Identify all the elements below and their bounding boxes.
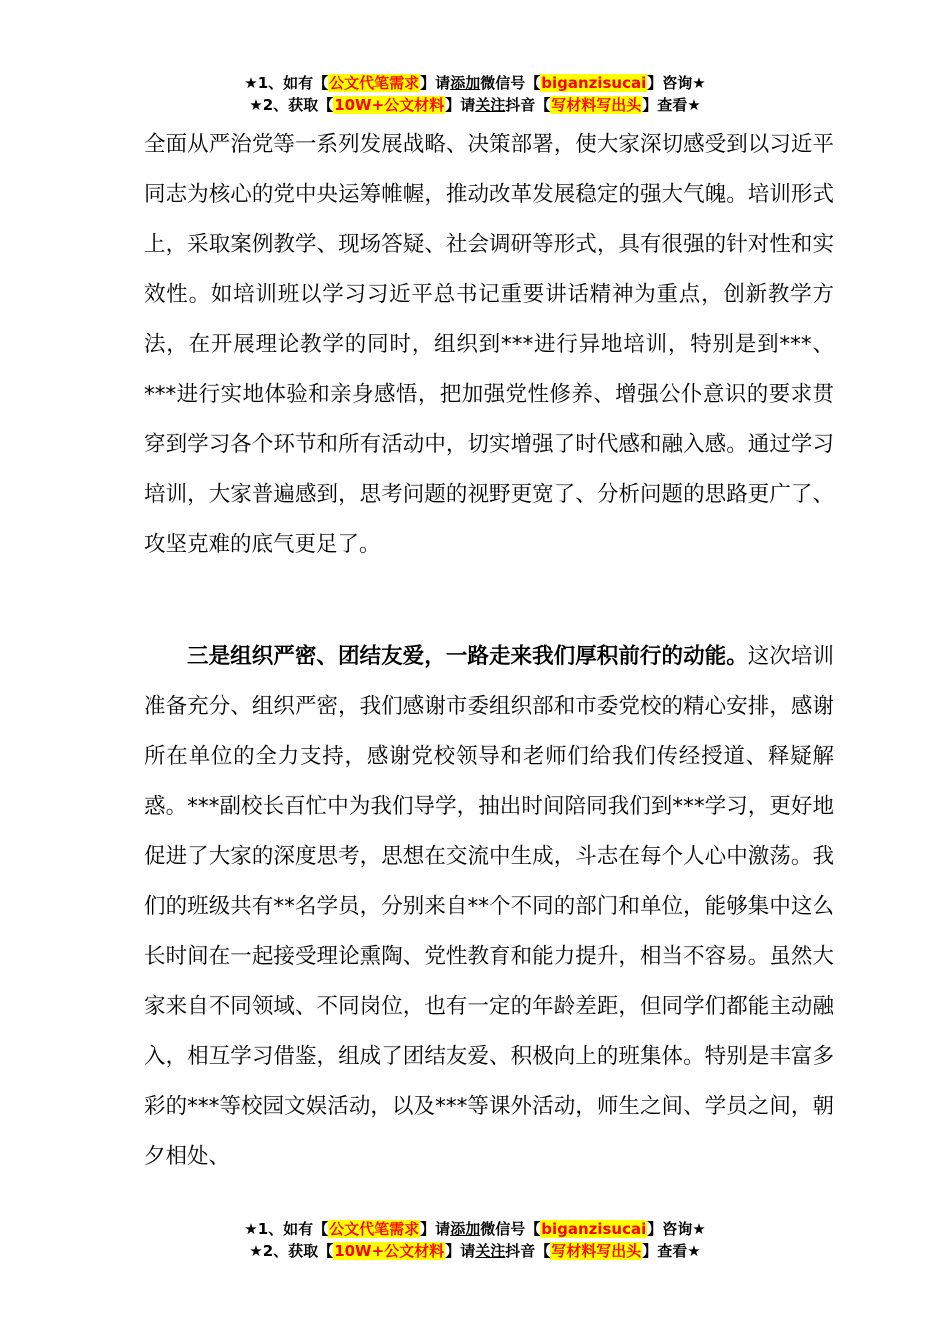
promo-douyin-id: 写材料写出头: [551, 1242, 642, 1260]
promo-text: 】请: [420, 74, 451, 92]
promo-text: 】请: [420, 1220, 451, 1238]
promo-text: 】查看★: [642, 1242, 701, 1260]
promo-text: ★2、获取【: [249, 1242, 334, 1260]
promo-text: 】咨询★: [647, 1220, 706, 1238]
promo-line-1: [0, 72, 950, 94]
body-paragraph-1: 全面从严治党等一系列发展战略、决策部署，使大家深切感受到以习近平同志为核心的党中央运筹帷幄，推动改革发展稳定的强大气魄。培训形式上，采取案例教学、现场答疑、社会调研等形式，具有很强的针对性和实效性。如培训班以学习习近平总书记重要讲话精神为重点，创新教学方法，在开展理论教学的同时，组织到***进行异地培训，特别是到***、***进行实地体验和亲身感悟，把加强党性修养、增强公仆意识的要求贯穿到学习各个环节和所有活动中，切实增强了时代感和融入感。通过学习培训，大家普遍感到，思考问题的视野更宽了、分析问题的思路更广了、攻坚克难的底气更足了。: [144, 132, 834, 557]
promo-wechat-id: biganzisucai: [541, 74, 647, 92]
promo-highlight: 公文代笔需求: [329, 74, 420, 92]
promo-highlight: 公文代笔需求: [329, 1220, 420, 1238]
promo-text: ★1、如有【: [244, 74, 329, 92]
promo-underlined: 关注: [475, 1242, 506, 1260]
promo-highlight: 10W+公文材料: [334, 1242, 445, 1260]
promo-text: ★1、如有【: [244, 1220, 329, 1238]
promo-text: ★2、获取【: [249, 96, 334, 114]
paragraph-lead-heading: 三是组织严密、团结友爱，一路走来我们厚积前行的动能。: [187, 644, 748, 669]
promo-line-2: [0, 94, 950, 116]
promo-text: 】请: [445, 96, 476, 114]
header-promo-banner: [0, 72, 950, 116]
footer-promo-banner: [0, 1218, 950, 1262]
promo-highlight: 10W+公文材料: [334, 96, 445, 114]
promo-text: 】请: [445, 1242, 476, 1260]
promo-underlined: 添加: [450, 74, 481, 92]
promo-text: 抖音【: [505, 1242, 551, 1260]
promo-wechat-id: biganzisucai: [541, 1220, 647, 1238]
promo-line-1: [0, 1218, 950, 1240]
body-paragraph-2: [144, 632, 834, 1182]
promo-line-2: [0, 1240, 950, 1262]
promo-douyin-id: 写材料写出头: [551, 96, 642, 114]
promo-underlined: 关注: [475, 96, 506, 114]
promo-text: 】查看★: [642, 96, 701, 114]
promo-underlined: 添加: [450, 1220, 481, 1238]
promo-text: 微信号【: [480, 1220, 541, 1238]
promo-text: 微信号【: [480, 74, 541, 92]
promo-text: 】咨询★: [647, 74, 706, 92]
paragraph-body: 这次培训准备充分、组织严密，我们感谢市委组织部和市委党校的精心安排，感谢所在单位的全力支持，感谢党校领导和老师们给我们传经授道、释疑解惑。***副校长百忙中为我们导学，抽出时间陪同我们到***学习，更好地促进了大家的深度思考，思想在交流中生成，斗志在每个人心中激荡。我们的班级共有**名学员，分别来自**个不同的部门和单位，能够集中这么长时间在一起接受理论熏陶、党性教育和能力提升，相当不容易。虽然大家来自不同领域、不同岗位，也有一定的年龄差距，但同学们都能主动融入，相互学习借鉴，组成了团结友爱、积极向上的班集体。特别是丰富多彩的***等校园文娱活动，以及***等课外活动，师生之间、学员之间，朝夕相处、: [144, 644, 834, 1169]
promo-text: 抖音【: [505, 96, 551, 114]
